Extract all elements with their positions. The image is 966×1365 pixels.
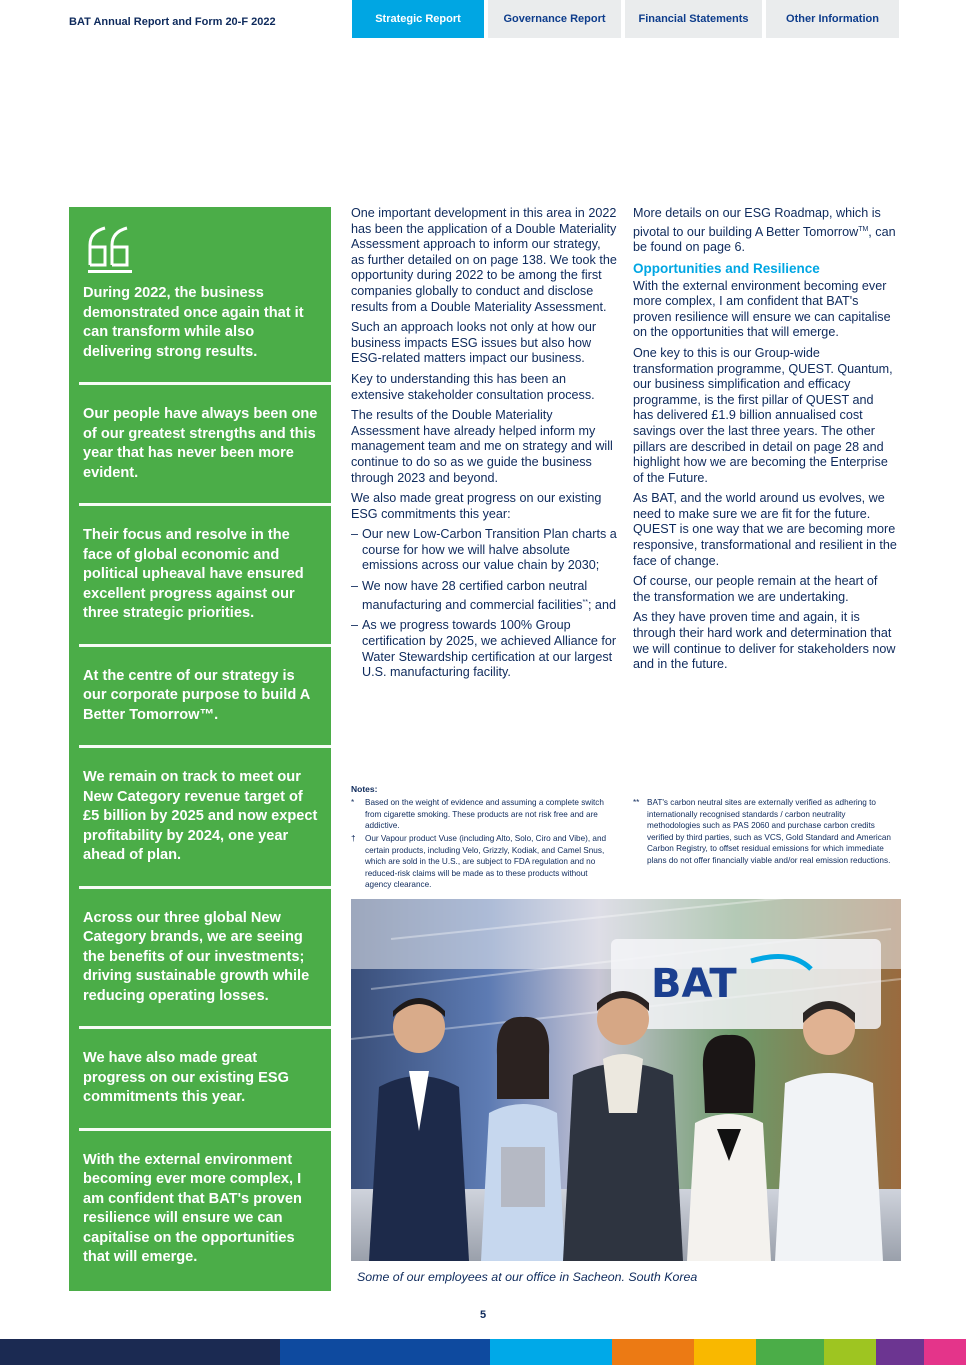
- footnote-marker: **: [633, 798, 640, 807]
- document-title: BAT Annual Report and Form 20-F 2022: [69, 16, 276, 28]
- quote-divider: [79, 644, 331, 647]
- footnote-marker: *: [351, 798, 355, 807]
- footnote-mark: **: [582, 598, 588, 606]
- quote-text: Across our three global New Category brands, we are seeing the benefits of our investments; driving sustainable growth while reducing operating losses.: [83, 909, 310, 1004]
- tab-financial-statements[interactable]: Financial Statements: [625, 0, 762, 38]
- color-bar-segment: [612, 1339, 694, 1365]
- color-bar-segment: [694, 1339, 756, 1365]
- bullet-text: We now have 28 certified carbon neutral manufacturing and commercial facilities: [362, 579, 588, 612]
- color-bar-segment: [490, 1339, 612, 1365]
- footnote-text: Our Vapour product Vuse (including Alto, Solo, Ciro and Vibe), and certain products, including Velo, Grizzly, Kodiak, and Camel Snus, which are sold in the U.S., are subject to FDA regulation and no reduced-risk claims will be made as to these products without agency clearance.: [365, 834, 607, 889]
- quote-divider: [79, 886, 331, 889]
- paragraph: We also made great progress on our existing ESG commitments this year:: [351, 491, 602, 521]
- roadmap-text: More details on our ESG Roadmap, which is pivotal to our building A Better Tomorrow: [633, 206, 881, 239]
- quote-text: We remain on track to meet our New Category revenue target of £5 billion by 2025 and now expect profitability by 2024, one year ahead of plan.: [83, 769, 318, 863]
- list-item: – Our new Low-Carbon Transition Plan charts a course for how we will halve absolute emissions across our value chain by 2030;: [351, 527, 617, 574]
- color-bar-segment: [280, 1339, 490, 1365]
- paragraph: One important development in this area in 2022 has been the application of a Double Materiality Assessment approach to inform our strategy, as further detailed on on page 138. We took the opportunity during 2022 to be among the first companies globally to conduct and disclose results from a Double Materiality Assessment.: [351, 206, 617, 314]
- notes-heading: Notes:: [351, 784, 378, 794]
- paragraph: Of course, our people remain at the heart of the transformation we are undertaking.: [633, 574, 878, 604]
- roadmap-tail: , can be found on page 6.: [633, 224, 896, 255]
- paragraph: [633, 206, 897, 256]
- paragraph: Such an approach looks not only at how our business impacts ESG issues but also how ESG-related matters impact our business.: [351, 320, 597, 366]
- paragraph: One key to this is our Group-wide transformation programme, QUEST. Quantum, our business simplification and efficacy programme, is the first pillar of QUEST and has delivered £1.9 billion annualised cost savings over the last three years. The other pillars are described in detail on page 28 and highlight how we are becoming the Enterprise of the Future.: [633, 345, 893, 485]
- color-bar-segment: [924, 1339, 966, 1365]
- trademark-mark: TM: [858, 225, 869, 233]
- color-bar-segment: [876, 1339, 924, 1365]
- color-bar-segment: [824, 1339, 876, 1365]
- quote-divider: [79, 1026, 331, 1029]
- list-item: [351, 579, 617, 613]
- quote-divider: [79, 745, 331, 748]
- footnote-text: BAT's carbon neutral sites are externally verified as adhering to internationally recognised standards / carbon neutrality methodologies such as PAS 2060 and purchase carbon credits verified by third parties, such as VCS, Gold Standard and American Carbon Registry, to offset residual emissions for which immediate plans do not offer financially viable and/or real emission reductions.: [647, 798, 891, 865]
- quote-divider: [79, 1128, 331, 1131]
- body-column-1: [351, 206, 617, 686]
- tab-strategic-report[interactable]: Strategic Report: [352, 0, 484, 38]
- brand-color-bar: [0, 1339, 966, 1365]
- photo-sign-text: BAT: [651, 961, 737, 1007]
- quote-divider: [79, 382, 331, 385]
- quote-text: We have also made great progress on our existing ESG commitments this year.: [83, 1050, 289, 1105]
- color-bar-segment: [756, 1339, 824, 1365]
- paragraph: Key to understanding this has been an extensive stakeholder consultation process.: [351, 371, 595, 402]
- page-number: 5: [479, 1309, 487, 1321]
- quote-text: During 2022, the business demonstrated once again that it can transform while also delivering strong results.: [83, 285, 304, 360]
- paragraph: The results of the Double Materiality Assessment have already helped inform my management team and me on strategy and will continue to do so as we guide the business through 2023 and beyond.: [351, 408, 613, 485]
- quote-text: At the centre of our strategy is our corporate purpose to build A Better Tomorrow™.: [83, 667, 310, 723]
- quote-text: Our people have always been one of our greatest strengths and this year that has never been more evident.: [83, 406, 318, 481]
- paragraph: As BAT, and the world around us evolves, we need to make sure we are fit for the future. QUEST is one way that we are becoming more responsive, transformational and resilient in the face of change.: [633, 491, 897, 568]
- paragraph: As they have proven time and again, it is through their hard work and determination that we will continue to deliver for stakeholders now and in the future.: [633, 610, 896, 672]
- footnote-marker: †: [351, 834, 356, 843]
- tab-other-information[interactable]: Other Information: [766, 0, 899, 38]
- bullet-tail: ; and: [587, 597, 616, 612]
- employees-photo-illustration: [351, 899, 901, 1261]
- list-item: – As we progress towards 100% Group certification by 2025, we achieved Alliance for Water Stewardship certification at our largest U.S. manufacturing facility.: [351, 618, 617, 680]
- footnote: [351, 833, 615, 891]
- color-bar-segment: [0, 1339, 280, 1365]
- tab-governance-report[interactable]: Governance Report: [488, 0, 621, 38]
- section-subheading: Opportunities and Resilience: [633, 260, 820, 276]
- quote-divider: [79, 503, 331, 506]
- quote-text: Their focus and resolve in the face of global economic and political upheaval have ensured excellent progress against our three strategic priorities.: [83, 527, 304, 621]
- section-tabs: [352, 0, 899, 38]
- employees-photo: [351, 899, 901, 1261]
- quote-mark-icon: [87, 225, 321, 278]
- photo-caption: Some of our employees at our office in Sacheon. South Korea: [357, 1270, 698, 1284]
- esg-bullet-list: [351, 527, 617, 681]
- quote-text: With the external environment becoming ever more complex, I am confident that BAT's proven resilience will ensure we can capitalise on the opportunities that will emerge.: [83, 1151, 302, 1265]
- quote-panel: [69, 207, 331, 1291]
- footnote-text: Based on the weight of evidence and assuming a complete switch from cigarette smoking. These products are not risk free and are addictive.: [365, 798, 604, 830]
- body-column-2: [633, 206, 897, 678]
- paragraph: With the external environment becoming ever more complex, I am confident that BAT's proven resilience will ensure we can capitalise on the opportunities that will emerge.: [633, 278, 891, 340]
- footnote: [633, 797, 899, 866]
- footnote: [351, 797, 615, 832]
